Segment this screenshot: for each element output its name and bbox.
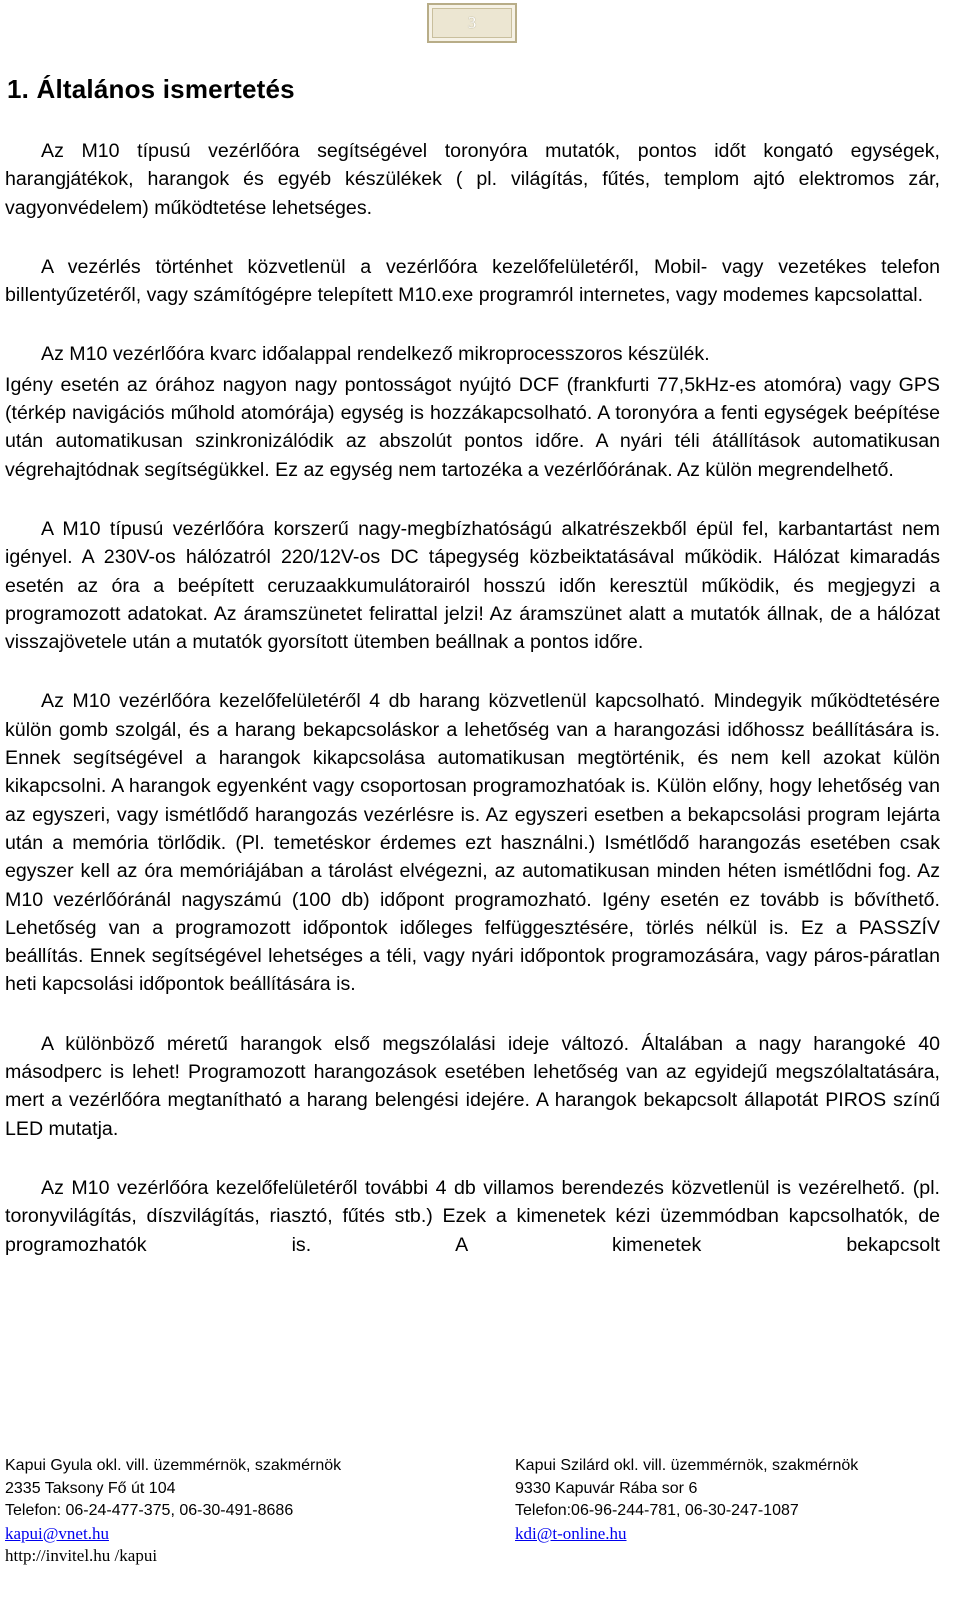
paragraph-dcf-gps: Igény esetén az órához nagyon nagy pontosságot nyújtó DCF (frankfurti 77,5kHz-es atomóra) vagy GPS (térkép navigációs műhold atomórája) egység is hozzákapcsolható. A toronyóra a fenti egységek beépítése után automatikusan szinkronizálódik az abszolút pontos időre. A nyári téli átállítások automatikusan végrehajtódnak segítségükkel. Ez az egység nem tartozéka a vezérlőórának. Az külön megrendelhető. xyxy=(5,373,940,481)
page-footer xyxy=(5,1455,955,1597)
contact-email-link[interactable]: kapui@vnet.hu xyxy=(5,1523,109,1543)
footer-contact-right xyxy=(515,1455,858,1545)
paragraph-reliability: A M10 típusú vezérlőóra korszerű nagy-megbízhatóságú alkatrészekből épül fel, karbantartást nem igényel. A 230V-os hálózatról 220/12V-os DC tápegység közbeiktatásával működik. Hálózat kimaradás esetén az óra a beépített ceruzaakkumulátorairól hosszú időn keresztül működik, és megjegyzi a programozott adatokat. Az áramszünetet felirattal jelzi! Az áramszünet alatt a mutatók állnak, de a hálózat visszajövetele után a mutatók gyorsított ütemben beállnak a pontos időre. xyxy=(5,517,940,654)
page-number: 3 xyxy=(427,3,517,43)
section-heading: 1. Általános ismertetés xyxy=(7,74,295,104)
contact-address: 9330 Kapuvár Rába sor 6 xyxy=(515,1479,698,1497)
paragraph-bell-timing: A különböző méretű harangok első megszólalási ideje változó. Általában a nagy harangoké 40 másodperc is lehet! Programozott harangozások esetében lehetőség van az egyidejű megszólaltatására, mert a vezérlőóra megtanítható a harang belengési idejére. A harangok bekapcsolt állapotát PIROS színű LED mutatja. xyxy=(5,1032,940,1140)
footer-contact-left xyxy=(5,1455,341,1568)
contact-email-link[interactable]: kdi@t-online.hu xyxy=(515,1523,627,1543)
paragraph-bells: Az M10 vezérlőóra kezelőfelületéről 4 db harang közvetlenül kapcsolható. Mindegyik működtetésére külön gomb szolgál, és a harang bekapcsoláskor a lehetőség van a harangozási időhossz beállítására is. Ennek segítségével a harangok kikapcsolása automatikusan megtörténik, és nem kell azokat külön kikapcsolni. A harangok egyenként vagy csoportosan programozhatóak is. Külön előny, hogy lehetőség van az egyszeri, vagy ismétlődő harangozás vezérlésre is. Az egyszeri esetben a bekapcsolási program lejárta után a memória törlődik. (Pl. temetéskor érdemes ezt használni.) Ismétlődő harangozás esetében csak egyszer kell az óra memóriájában a tárolást elvégezni, az automatikusan minden héten ismétlődni fog. Az M10 vezérlőóránál nagyszámú (100 db) időpont programozható. Igény esetén ez tovább is bővíthető. Lehetőség van a programozott időpontok időleges felfüggesztésére, törlés nélkül is. Ez a PASSZÍV beállítás. Ennek segítségével lehetséges a téli, vagy nyári időpontok programozására, vagy páros-páratlan heti kapcsolási időpontok beállítására is. xyxy=(5,690,940,996)
contact-website[interactable]: http://invitel.hu /kapui xyxy=(5,1546,158,1565)
paragraph-outputs: Az M10 vezérlőóra kezelőfelületéről további 4 db villamos berendezés közvetlenül is vezérelhető. (pl. toronyvilágítás, díszvilágítás, riasztó, fűtés stb.) Ezek a kimenetek kézi üzemmódban kapcsolhatók, de programozhatók is. A kimenetek bekapcsolt xyxy=(5,1176,940,1256)
contact-name: Kapui Szilárd okl. vill. üzemmérnök, szakmérnök xyxy=(515,1457,859,1474)
paragraph-quartz: Az M10 vezérlőóra kvarc időalappal rendelkező mikroprocesszoros készülék. xyxy=(41,343,710,366)
paragraph-control-methods: A vezérlés történhet közvetlenül a vezérlőóra kezelőfelületéről, Mobil- vagy vezetékes telefon billentyűzetéről, vagy számítógépre telepített M10.exe programról internetes, vagy modemes kapcsolattal. xyxy=(5,255,940,307)
contact-name: Kapui Gyula okl. vill. üzemmérnök, szakmérnök xyxy=(5,1457,342,1474)
contact-address: 2335 Taksony Fő út 104 xyxy=(5,1479,176,1497)
paragraph-intro: Az M10 típusú vezérlőóra segítségével toronyóra mutatók, pontos időt kongató egységek, harangjátékok, harangok és egyéb készülékek ( pl. világítás, fűtés, templom ajtó elektromos zár, vagyonvédelem) működtetése lehetséges. xyxy=(5,140,940,219)
document-body xyxy=(5,137,940,1259)
contact-phone: Telefon:06-96-244-781, 06-30-247-1087 xyxy=(515,1502,799,1519)
contact-phone: Telefon: 06-24-477-375, 06-30-491-8686 xyxy=(5,1502,294,1519)
